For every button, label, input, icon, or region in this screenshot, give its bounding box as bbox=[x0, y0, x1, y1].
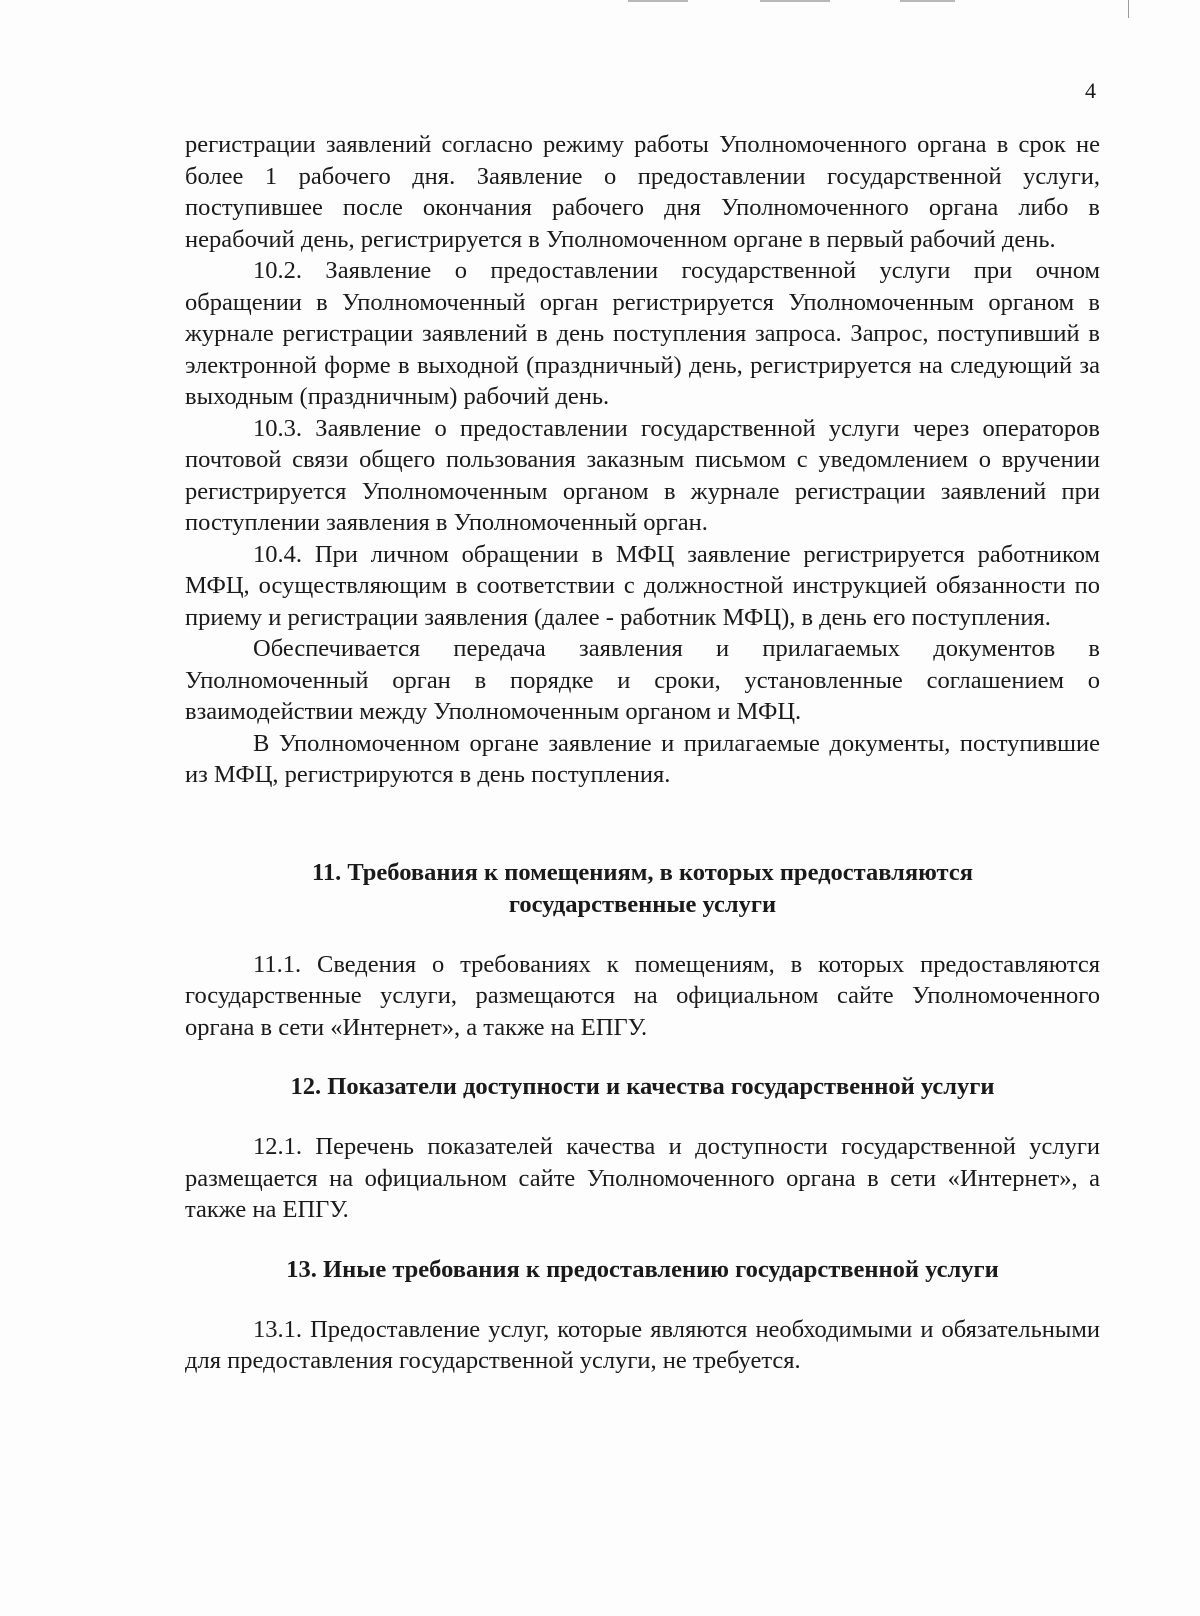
paragraph-10-4: 10.4. При личном обращении в МФЦ заявление регистрируется работником МФЦ, осуществляющим в соответствии с должностной инструкцией обязанности по приему и регистрации заявления (далее - работник МФЦ), в день его поступления. bbox=[185, 540, 1100, 631]
paragraph-12-1: 12.1. Перечень показателей качества и доступности государственной услуги размещается на официальном сайте Уполномоченного органа в сети «Интернет», а также на ЕПГУ. bbox=[185, 1133, 1100, 1223]
section-11-heading-line2: государственные услуги bbox=[508, 890, 777, 918]
scan-edge bbox=[1128, 0, 1129, 18]
paragraph-10-3: 10.3. Заявление о предоставлении государственной услуги через операторов почтовой связи общего пользования заказным письмом с уведомлением о вручении регистрируется Уполномоченным органом в журнале регистрации заявлений при поступлении заявления в Уполномоченный орган. bbox=[185, 414, 1100, 536]
document-body bbox=[185, 129, 1100, 1377]
scan-artifact bbox=[760, 0, 830, 2]
page-number: 4 bbox=[1085, 78, 1096, 103]
paragraph-10-2: 10.2. Заявление о предоставлении государственной услуги при очном обращении в Уполномоченный орган регистрируется Уполномоченным органом в журнале регистрации заявлений в день поступления запроса. Запрос, поступивший в электронной форме в выходной (праздничный) день, регистрируется на следующий за выходным (праздничным) рабочий день. bbox=[185, 257, 1100, 410]
scan-artifact bbox=[900, 0, 955, 2]
section-13-heading: 13. Иные требования к предоставлению государственной услуги bbox=[286, 1255, 999, 1283]
section-11-heading bbox=[185, 857, 1100, 921]
scan-artifact bbox=[628, 0, 688, 2]
paragraph-registration: В Уполномоченном органе заявление и прилагаемые документы, поступившие из МФЦ, регистрируются в день поступления. bbox=[185, 729, 1100, 788]
paragraph-10-1-continuation: регистрации заявлений согласно режиму работы Уполномоченного органа в срок не более 1 рабочего дня. Заявление о предоставлении государственной услуги, поступившее после окончания рабочего дня Уполномоченного органа либо в нерабочий день, регистрируется в Уполномоченном органе в первый рабочий день. bbox=[185, 131, 1100, 253]
paragraph-11-1: 11.1. Сведения о требованиях к помещениям, в которых предоставляются государственные услуги, размещаются на официальном сайте Уполномоченного органа в сети «Интернет», а также на ЕПГУ. bbox=[185, 950, 1100, 1041]
section-11-heading-line1: 11. Требования к помещениям, в которых предоставляются bbox=[312, 858, 973, 886]
paragraph-transfer: Обеспечивается передача заявления и прилагаемых документов в Уполномоченный орган в порядке и сроки, установленные соглашением о взаимодействии между Уполномоченным органом и МФЦ. bbox=[185, 635, 1100, 725]
section-12-heading: 12. Показатели доступности и качества государственной услуги bbox=[290, 1073, 995, 1100]
paragraph-13-1: 13.1. Предоставление услуг, которые являются необходимыми и обязательными для предоставления государственной услуги, не требуется. bbox=[185, 1315, 1100, 1374]
